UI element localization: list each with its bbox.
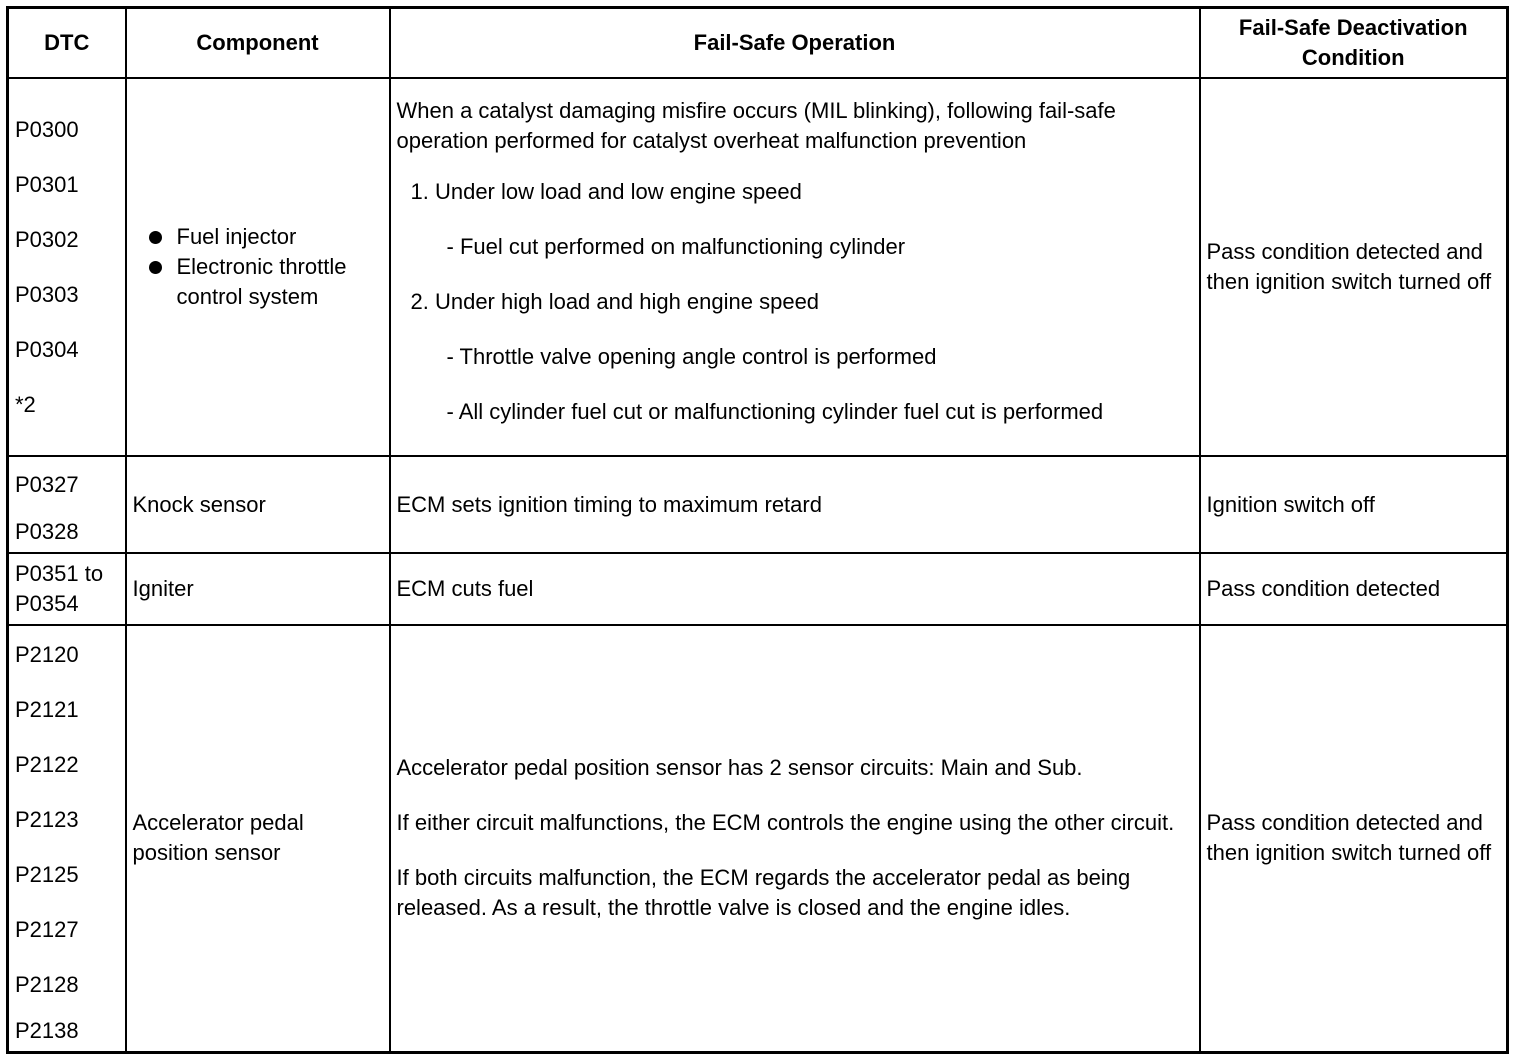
deactivation-cell: Pass condition detected and then ignition switch turned off xyxy=(1200,625,1508,1052)
table-row xyxy=(8,553,1508,625)
component-cell: Accelerator pedal position sensor xyxy=(126,625,390,1052)
header-operation: Fail-Safe Operation xyxy=(390,8,1200,79)
dtc-code: P2121 xyxy=(15,697,79,723)
header-deactivation xyxy=(1200,8,1508,79)
operation-cell: ECM cuts fuel xyxy=(390,553,1200,625)
component-item: Fuel injector xyxy=(133,222,383,252)
dtc-code: P0327 xyxy=(15,472,79,497)
table-row xyxy=(8,456,1508,553)
component-cell xyxy=(126,78,390,456)
header-deactivation-line2: Condition xyxy=(1301,45,1405,70)
dtc-code: P2125 xyxy=(15,862,79,888)
dtc-cell xyxy=(8,456,126,553)
dtc-code: P0351 to P0354 xyxy=(15,561,104,616)
dtc-code: P0302 xyxy=(15,227,79,252)
dtc-code: P0304 xyxy=(15,337,79,362)
operation-step: 2. Under high load and high engine speed xyxy=(410,288,820,314)
dtc-code: P2127 xyxy=(15,917,79,943)
operation-paragraph: Accelerator pedal position sensor has 2 sensor circuits: Main and Sub. xyxy=(396,755,1083,781)
dtc-cell xyxy=(8,625,126,1052)
table-row xyxy=(8,625,1508,1052)
operation-paragraph: If either circuit malfunctions, the ECM controls the engine using the other circuit. xyxy=(396,810,1175,836)
operation-substep: - Throttle valve opening angle control is performed xyxy=(446,343,937,369)
dtc-code: P0300 xyxy=(15,117,79,142)
operation-intro: When a catalyst damaging misfire occurs (MIL blinking), following fail-safe operation performed for catalyst overheat malfunction prevention xyxy=(396,97,1116,153)
dtc-code: P2138 xyxy=(15,1018,79,1044)
operation-substep: - All cylinder fuel cut or malfunctioning cylinder fuel cut is performed xyxy=(446,398,1104,424)
dtc-cell xyxy=(8,78,126,456)
dtc-code: P2122 xyxy=(15,752,79,778)
dtc-code: P0328 xyxy=(15,519,79,544)
component-list xyxy=(133,222,383,312)
dtc-code: P0303 xyxy=(15,282,79,307)
operation-cell xyxy=(390,625,1200,1052)
header-row xyxy=(8,8,1508,79)
deactivation-cell: Pass condition detected and then ignition switch turned off xyxy=(1200,78,1508,456)
component-cell: Knock sensor xyxy=(126,456,390,553)
dtc-code: P2120 xyxy=(15,642,79,668)
operation-step: 1. Under low load and low engine speed xyxy=(410,178,802,204)
table-row xyxy=(8,78,1508,456)
component-cell: Igniter xyxy=(126,553,390,625)
operation-paragraph: If both circuits malfunction, the ECM regards the accelerator pedal as being released. As a result, the throttle valve is closed and the engine idles. xyxy=(396,865,1131,921)
fail-safe-table xyxy=(6,6,1509,1054)
dtc-code: P2123 xyxy=(15,807,79,833)
operation-substep: - Fuel cut performed on malfunctioning cylinder xyxy=(446,233,906,259)
dtc-cell xyxy=(8,553,126,625)
operation-cell: ECM sets ignition timing to maximum retard xyxy=(390,456,1200,553)
operation-cell xyxy=(390,78,1200,456)
header-deactivation-line1: Fail-Safe Deactivation xyxy=(1238,15,1468,40)
deactivation-cell: Pass condition detected xyxy=(1200,553,1508,625)
header-dtc: DTC xyxy=(8,8,126,79)
dtc-code: P2128 xyxy=(15,972,79,998)
component-item: Electronic throttle control system xyxy=(133,252,383,312)
header-component: Component xyxy=(126,8,390,79)
dtc-note: *2 xyxy=(15,392,36,417)
dtc-code: P0301 xyxy=(15,172,79,197)
deactivation-cell: Ignition switch off xyxy=(1200,456,1508,553)
